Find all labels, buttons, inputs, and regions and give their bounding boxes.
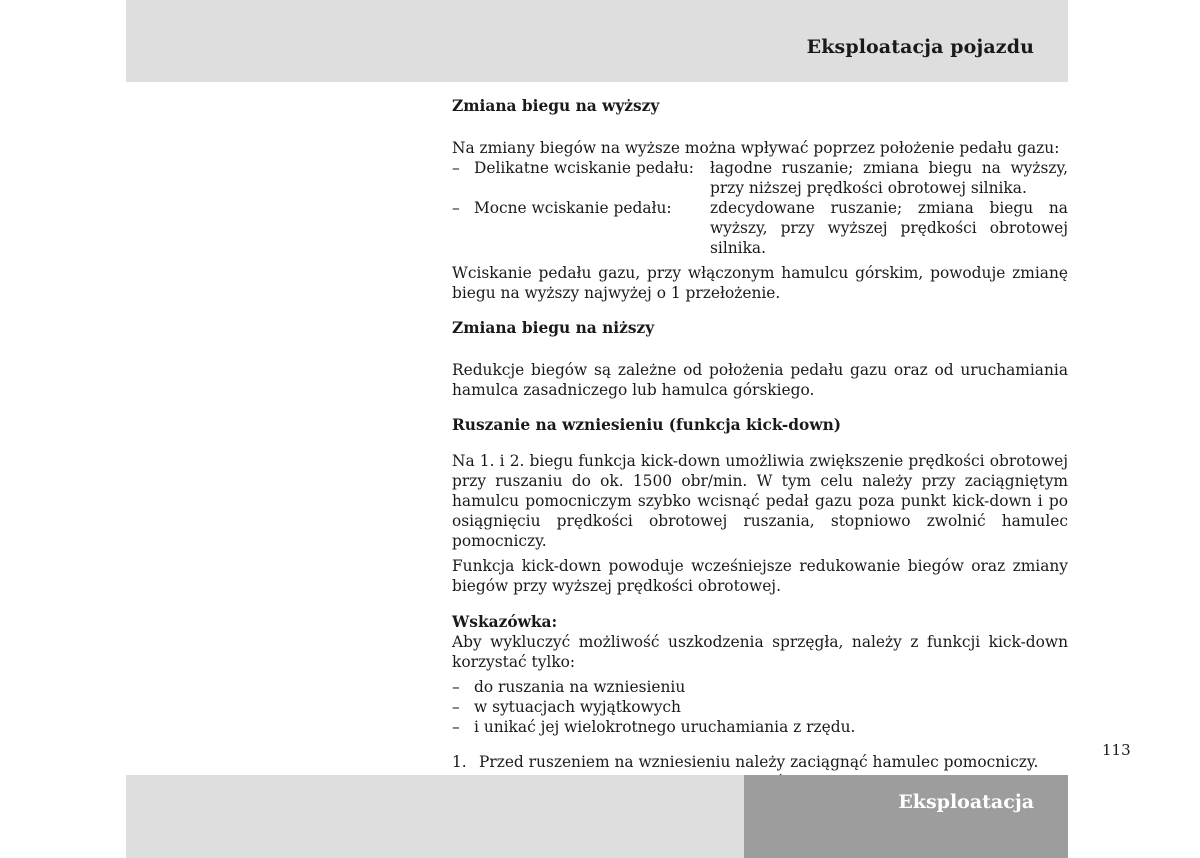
- upshift-intro: Na zmiany biegów na wyższe można wpływać poprzez położenie pedału gazu:: [452, 139, 1060, 157]
- footer-chapter-tab: [744, 775, 1068, 858]
- page-title: Eksploatacja pojazdu: [806, 36, 1034, 58]
- upshift-note: Wciskanie pedału gazu, przy włączonym hamulcu górskim, powoduje zmianę biegu na wyższy najwyżej o 1 przełożenie.: [452, 264, 1068, 302]
- section-heading-kickdown: Ruszanie na wzniesieniu (funkcja kick-down): [452, 416, 842, 434]
- list-item-text: w sytuacjach wyjątkowych: [474, 698, 681, 716]
- definition-label: Delikatne wciskanie pedału:: [474, 159, 694, 177]
- list-item-text: i unikać jej wielokrotnego uruchamiania z rzędu.: [474, 718, 856, 736]
- kickdown-paragraph-2: Funkcja kick-down powoduje wcześniejsze redukowanie biegów oraz zmiany biegów przy wyższej prędkości obrotowej.: [452, 557, 1068, 595]
- dash-bullet: –: [452, 718, 460, 736]
- definition-item: [452, 198, 1068, 258]
- hint-text: Aby wykluczyć możliwość uszkodzenia sprzęgła, należy z funkcji kick-down korzystać tylko:: [452, 633, 1068, 671]
- list-item: [452, 717, 1068, 737]
- hint-heading: Wskazówka:: [452, 613, 558, 631]
- downshift-text: Redukcje biegów są zależne od położenia pedału gazu oraz od uruchamiania hamulca zasadniczego lub hamulca górskiego.: [452, 361, 1068, 399]
- step-item: [452, 752, 1068, 772]
- kickdown-paragraph-1: Na 1. i 2. biegu funkcja kick-down umożliwia zwiększenie prędkości obrotowej przy ruszaniu do ok. 1500 obr/min. W tym celu należy przy zaciągniętym hamulcu pomocniczym szybko wcisnąć pedał gazu poza punkt kick-down i po osiągnięciu prędkości obrotowej ruszania, stopniowo zwolnić hamulec pomocniczy.: [452, 452, 1068, 550]
- upshift-definition-list: [452, 158, 1068, 258]
- dash-bullet: –: [452, 199, 460, 217]
- dash-bullet: –: [452, 698, 460, 716]
- step-number: 1.: [452, 753, 467, 771]
- definition-description: zdecydowane ruszanie; zmiana biegu na wyższy, przy wyższej prędkości obrotowej silnika.: [710, 199, 1068, 257]
- list-item-text: do ruszania na wzniesieniu: [474, 678, 686, 696]
- definition-description: łagodne ruszanie; zmiana biegu na wyższy, przy niższej prędkości obrotowej silnika.: [710, 159, 1068, 197]
- section-heading-upshift: Zmiana biegu na wyższy: [452, 97, 660, 115]
- step-text: Przed ruszeniem na wzniesieniu należy zaciągnąć hamulec pomocniczy.: [479, 753, 1039, 771]
- page-number: 113: [1102, 741, 1131, 759]
- header-bar: [126, 0, 1068, 82]
- main-content: [452, 96, 1068, 792]
- dash-bullet: –: [452, 678, 460, 696]
- chapter-title: Eksploatacja: [898, 791, 1034, 813]
- definition-item: [452, 158, 1068, 198]
- definition-label: Mocne wciskanie pedału:: [474, 199, 672, 217]
- dash-bullet: –: [452, 159, 460, 177]
- list-item: [452, 677, 1068, 697]
- list-item: [452, 697, 1068, 717]
- hint-list: [452, 677, 1068, 737]
- section-heading-downshift: Zmiana biegu na niższy: [452, 319, 655, 337]
